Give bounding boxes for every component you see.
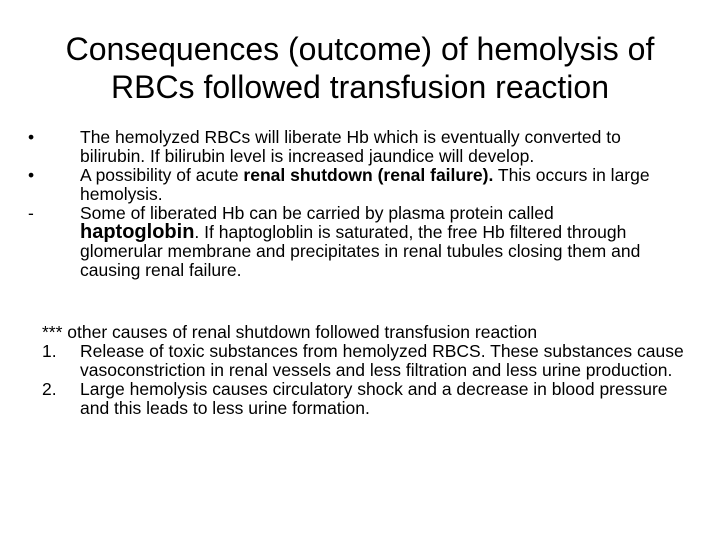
- numbered-item: [42, 380, 692, 418]
- bullet-text-post: This occurs in large hemolysis.: [80, 165, 650, 204]
- bullet-item: [28, 204, 688, 280]
- bullet-item: [28, 128, 688, 166]
- bullet-text: [80, 204, 688, 280]
- item-text: Large hemolysis causes circulatory shock and a decrease in blood pressure and this leads to less urine formation.: [80, 379, 668, 418]
- bullet-marker: •: [28, 165, 35, 185]
- bullet-item: [28, 166, 688, 204]
- haptoglobin-term: haptoglobin: [80, 221, 195, 243]
- item-number: 2.: [42, 379, 57, 399]
- item-number: 1.: [42, 341, 57, 361]
- bullet-list: [28, 128, 688, 280]
- other-causes-section: [42, 323, 692, 418]
- title-line-2: RBCs followed transfusion reaction: [110, 69, 609, 105]
- title-line-1: Consequences (outcome) of hemolysis of: [65, 31, 655, 67]
- other-causes-heading: *** other causes of renal shutdown followed transfusion reaction: [42, 322, 538, 342]
- bullet-text: The hemolyzed RBCs will liberate Hb which is eventually converted to bilirubin. If bilirubin level is increased jaundice will develop.: [80, 127, 621, 166]
- numbered-item: [42, 342, 692, 380]
- bullet-text: [80, 166, 688, 204]
- bullet-marker: •: [28, 127, 35, 147]
- bullet-text-pre: Some of liberated Hb can be carried by plasma protein called: [80, 203, 554, 223]
- item-text: Release of toxic substances from hemolyzed RBCS. These substances cause vasoconstriction in renal vessels and less filtration and less urine production.: [80, 341, 684, 380]
- bullet-text-bold: renal shutdown (renal failure).: [243, 165, 494, 185]
- bullet-marker: -: [28, 203, 34, 223]
- bullet-text-post: . If haptogloblin is saturated, the free Hb filtered through glomerular membrane and precipitates in renal tubules closing them and causing renal failure.: [80, 222, 641, 280]
- bullet-text-pre: A possibility of acute: [80, 165, 244, 185]
- slide-title: [20, 30, 700, 106]
